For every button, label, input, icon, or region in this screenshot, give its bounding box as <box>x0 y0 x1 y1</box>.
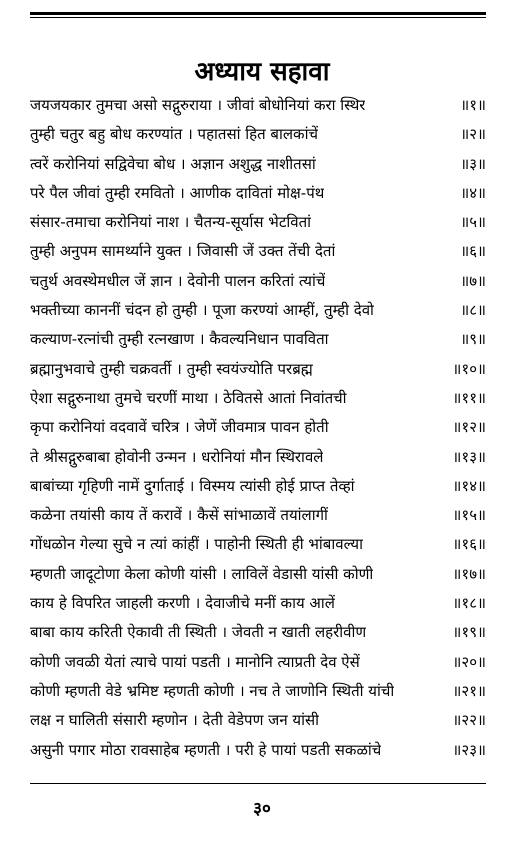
top-double-rule <box>30 12 486 18</box>
verse-line <box>30 560 486 589</box>
verse-number: ॥१॥ <box>460 96 486 114</box>
verse-line <box>30 237 486 266</box>
verse-line <box>30 120 486 149</box>
page-number: ३० <box>253 799 271 819</box>
verse-number: ॥१६॥ <box>452 535 486 554</box>
verse-number: ॥२३॥ <box>452 740 486 759</box>
verse-text: त्वरें करोनियां सद्विवेचा बोध । अज्ञान अशुद्ध नाशीतसां <box>30 154 316 173</box>
verse-line <box>30 443 486 472</box>
verse-text: तुम्ही चतुर बहु बोध करण्यांत । पहातसां हित बालकांचें <box>30 125 318 144</box>
verse-text: ते श्रीसद्गुरुबाबा होवोनी उन्मन । धरोनियां मौन स्थिरावले <box>30 447 324 466</box>
verse-number: ॥२०॥ <box>452 652 486 671</box>
verse-line <box>30 325 486 354</box>
verse-number: ॥८॥ <box>460 301 486 320</box>
verse-number: ॥१३॥ <box>452 447 486 466</box>
verse-line <box>30 501 486 530</box>
verse-number: ॥१४॥ <box>452 476 486 495</box>
verse-text: काय हे विपरित जाहली करणी । देवाजीचे मनीं काय आलें <box>30 594 335 613</box>
verse-line <box>30 589 486 618</box>
verse-text: जयजयकार तुमचा असो सद्गुरुराया । जीवां बोधोनियां करा स्थिर <box>30 96 366 114</box>
verse-number: ॥१२॥ <box>452 418 486 437</box>
verse-text: बाबांच्या गृहिणी नामें दुर्गाताई । विस्मय त्यांसी होई प्राप्त तेव्हां <box>30 476 355 495</box>
verse-text: ब्रह्मानुभवाचे तुम्ही चक्रवर्ती । तुम्ही स्वयंज्योति परब्रह्म <box>30 359 313 378</box>
verse-line <box>30 530 486 559</box>
verse-text: परे पैल जीवां तुम्ही रमवितो । आणीक दावितां मोक्ष-पंथ <box>30 183 325 202</box>
verse-text: भक्तीच्या काननीं चंदन हो तुम्ही । पूजा करण्यां आम्हीं, तुम्ही देवो <box>30 301 374 320</box>
verse-text: संसार-तमाचा करोनियां नाश । चैतन्य-सूर्यास भेटवितां <box>30 213 312 232</box>
verse-text: म्हणती जादूटोणा केला कोणी यांसी । लाविलें वेडासी यांसी कोणी <box>30 564 374 583</box>
verse-number: ॥१८॥ <box>452 594 486 613</box>
verse-text: गोंधळोन गेल्या सुचे न त्यां कांहीं । पाहोनी स्थिती ही भांबावल्या <box>30 535 364 554</box>
verse-line <box>30 296 486 325</box>
verse-line <box>30 355 486 384</box>
verse-line <box>30 150 486 179</box>
verse-line <box>30 736 486 765</box>
verse-number: ॥१०॥ <box>452 359 486 378</box>
verse-line <box>30 648 486 677</box>
verse-line <box>30 267 486 296</box>
verse-text: कोणी म्हणती वेडे भ्रमिष्ट म्हणती कोणी । नच ते जाणोनि स्थिती यांची <box>30 681 395 700</box>
verse-number: ॥१७॥ <box>452 564 486 583</box>
verse-number: ॥२॥ <box>460 125 486 144</box>
verse-line <box>30 472 486 501</box>
verse-text: चतुर्थ अवस्थेमधील जें ज्ञान । देवोनी पालन करितां त्यांचें <box>30 271 326 290</box>
verse-list <box>30 91 486 765</box>
verse-text: तुम्ही अनुपम सामर्थ्याने युक्त । जिवासी जें उक्त तेंची देतां <box>30 242 336 261</box>
verse-number: ॥७॥ <box>460 271 486 290</box>
verse-line <box>30 179 486 208</box>
verse-text: लक्ष न घालिती संसारी म्हणोन । देती वेडेपण जन यांसी <box>30 711 320 730</box>
verse-text: कल्याण-रत्नांची तुम्ही रत्नखाण । कैवल्यनिधान पावविता <box>30 330 329 349</box>
verse-text: असुनी पगार मोठा रावसाहेब म्हणती । परी हे पायां पडती सकळांचे <box>30 740 382 759</box>
verse-number: ॥५॥ <box>460 213 486 232</box>
verse-line <box>30 413 486 442</box>
verse-line <box>30 384 486 413</box>
verse-text: कळेना तयांसी काय तें करावें । कैसें सांभाळावें तयांलागीं <box>30 506 328 525</box>
verse-text: कृपा करोनियां वदवावें चरित्र । जेणें जीवमात्र पावन होती <box>30 418 329 437</box>
verse-text: बाबा काय करिती ऐकावी ती स्थिती । जेवती न खाती लहरीवीण <box>30 623 367 642</box>
verse-number: ॥९॥ <box>460 330 486 349</box>
verse-text: ऐशा सद्गुरुनाथा तुमचे चरणीं माथा । ठेवितसे आतां निवांतची <box>30 388 347 407</box>
verse-line <box>30 208 486 237</box>
verse-text: कोणी जवळी येतां त्याचे पायां पडती । मानोनि त्याप्रती देव ऐसें <box>30 652 360 671</box>
chapter-title: अध्याय सहावा <box>194 57 330 87</box>
verse-line <box>30 706 486 735</box>
verse-number: ॥१९॥ <box>452 623 486 642</box>
bottom-rule <box>30 783 486 784</box>
verse-number: ॥२१॥ <box>452 681 486 700</box>
verse-number: ॥२२॥ <box>452 711 486 730</box>
verse-number: ॥६॥ <box>460 242 486 261</box>
verse-line <box>30 677 486 706</box>
verse-number: ॥११॥ <box>452 388 486 407</box>
verse-number: ॥४॥ <box>460 183 486 202</box>
verse-number: ॥१५॥ <box>452 506 486 525</box>
verse-line <box>30 618 486 647</box>
verse-line <box>30 91 486 120</box>
verse-number: ॥३॥ <box>460 154 486 173</box>
